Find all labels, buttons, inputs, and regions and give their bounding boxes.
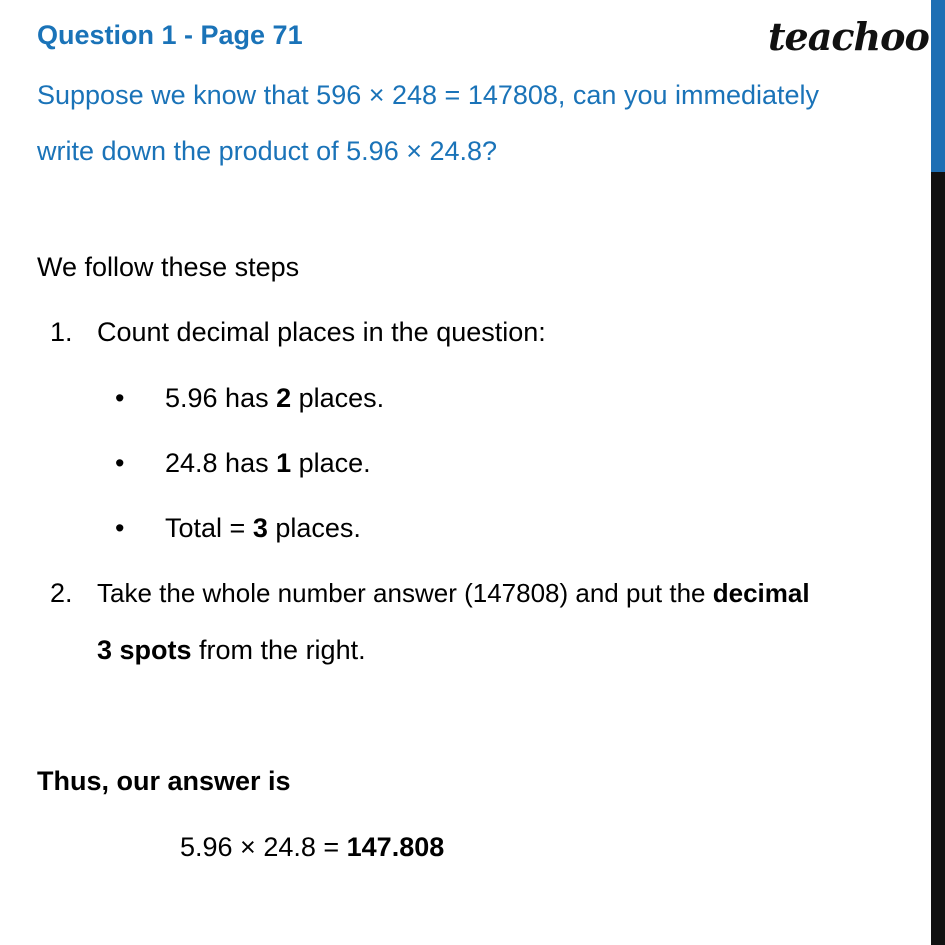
bullet-3-marker: • (115, 513, 125, 543)
bullet-1-text: 5.96 has 2 places. (165, 383, 385, 413)
step-2-number: 2. (50, 578, 73, 608)
step-2-bold-spots: 3 spots (97, 635, 192, 665)
final-answer-result: 147.808 (346, 832, 445, 862)
bullet-1-marker: • (115, 383, 125, 413)
bullet-3-text: Total = 3 places. (165, 513, 361, 543)
question-line-1: Suppose we know that 596 × 248 = 147808, can you immediately (37, 80, 820, 110)
bullet-2-marker: • (115, 448, 125, 478)
final-answer: 5.96 × 24.8 = 147.808 (180, 832, 445, 862)
step-2-bold-decimal: decimal (712, 578, 810, 608)
question-line-2: write down the product of 5.96 × 24.8? (37, 136, 498, 166)
teachoo-logo: teachoo (768, 14, 929, 59)
bullet-3-bold: 3 (252, 513, 268, 543)
step-1-text: Count decimal places in the question: (97, 317, 546, 347)
right-edge-accent (931, 0, 945, 172)
steps-intro: We follow these steps (37, 252, 300, 282)
conclusion-text: Thus, our answer is (37, 766, 291, 796)
bullet-2-text: 24.8 has 1 place. (165, 448, 371, 478)
step-1-number: 1. (50, 317, 73, 347)
bullet-1-bold: 2 (276, 383, 292, 413)
step-2-line-2: 3 spots from the right. (97, 635, 366, 665)
bullet-2-bold: 1 (276, 448, 292, 478)
step-2-line-1: Take the whole number answer (147808) and put the decimal (97, 578, 810, 608)
question-title: Question 1 - Page 71 (37, 20, 303, 50)
